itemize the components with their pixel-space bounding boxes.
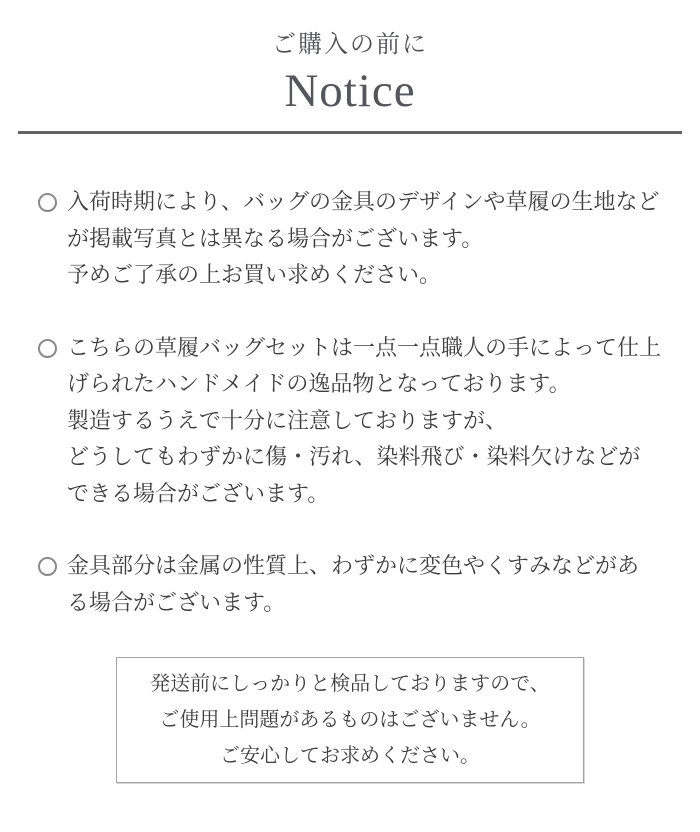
notice-line: できる場合がございます。 xyxy=(67,480,330,506)
notice-line: 入荷時期により、バッグの金具のデザインや草履の生地など xyxy=(67,189,660,214)
header-divider xyxy=(18,131,682,134)
circle-bullet-icon xyxy=(38,193,57,212)
assurance-box xyxy=(116,657,584,783)
page-title: Notice xyxy=(284,65,416,117)
page-subtitle: ご購入の前に xyxy=(272,32,428,58)
assurance-line: 発送前にしっかりと検品しておりますので、 xyxy=(150,673,550,695)
assurance-line: ご安心してお求めください。 xyxy=(220,745,480,767)
notice-item-metal-parts xyxy=(38,548,664,621)
notice-line: 製造するうえで十分に注意しておりますが、 xyxy=(67,407,508,433)
notice-line: こちらの草履バッグセットは一点一点職人の手によって仕上 xyxy=(67,334,662,360)
notice-line: げられたハンドメイドの逸品物となっております。 xyxy=(67,371,571,396)
notice-item-stock-variation xyxy=(38,184,664,294)
notice-text xyxy=(67,184,664,294)
notice-text xyxy=(67,330,664,513)
assurance-line: ご使用上問題があるものはございません。 xyxy=(159,709,541,731)
notice-item-handmade xyxy=(38,330,664,513)
page-header xyxy=(0,30,700,118)
notice-list xyxy=(38,184,664,621)
notice-line: が掲載写真とは異なる場合がございます。 xyxy=(67,225,484,251)
notice-line: 金具部分は金属の性質上、わずかに変色やくすみなどがあ xyxy=(67,553,640,578)
notice-line: る場合がございます。 xyxy=(67,589,286,615)
notice-line: どうしてもわずかに傷・汚れ、染料飛び・染料欠けなどが xyxy=(67,444,641,469)
circle-bullet-icon xyxy=(38,557,57,576)
notice-line: 予めご了承の上お買い求めください。 xyxy=(67,262,442,287)
circle-bullet-icon xyxy=(38,339,57,358)
notice-text xyxy=(67,548,664,621)
